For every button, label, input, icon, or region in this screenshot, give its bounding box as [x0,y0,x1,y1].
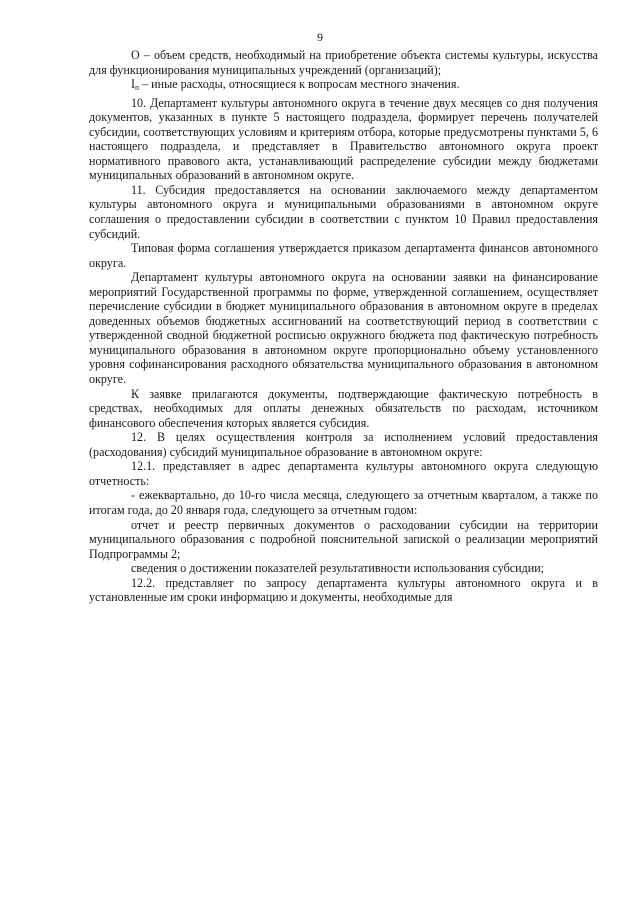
paragraph-item-11: 11. Субсидия предоставляется на основании заключаемого между департаментом культуры автономного округа и муниципальными образованиями в автономном округе соглашения о предоставлении субсидии в соответствии с пунктом 10 Правил предоставления субсидий. [89,182,598,241]
document-body [89,48,598,605]
paragraph-quarterly: - ежеквартально, до 10-го числа месяца, следующего за отчетным кварталом, а также по итогам года, до 20 января года, следующего за отчетным годом: [89,488,598,517]
paragraph-i-definition [89,77,598,96]
paragraph-item-12-1: 12.1. представляет в адрес департамента культуры автономного округа следующую отчетность: [89,459,598,488]
symbol-i-subscript: n [135,83,140,93]
paragraph-report-registry: отчет и реестр первичных документов о расходовании субсидии на территории муниципального образования с подробной пояснительной запиской о реализации мероприятий Подпрограммы 2; [89,517,598,561]
paragraph-item-12: 12. В целях осуществления контроля за исполнением условий предоставления (расходования) субсидий муниципальное образование в автономном округе: [89,430,598,459]
paragraph-transfer: Департамент культуры автономного округа на основании заявки на финансирование мероприятий Государственной программы по форме, утвержденной соглашением, осуществляет перечисление субсидии в бюджет муниципального образования в автономном округе в пределах доведенных объемов бюджетных ассигнований на соответствующий период в соответствии с утвержденной сводной бюджетной росписью окружного бюджета под фактическую потребность муниципального образования в автономном округе пропорционально объему установленного уровня софинансирования расходного обязательства муниципального образования в автономном округе. [89,270,598,387]
paragraph-o-definition: O – объем средств, необходимый на приобретение объекта системы культуры, искусства для функционирования муниципальных учреждений (организаций); [89,48,598,77]
paragraph-indicators: сведения о достижении показателей результативности использования субсидии; [131,561,545,576]
symbol-i-letter: I [131,77,136,92]
paragraph-standard-form: Типовая форма соглашения утверждается приказом департамента финансов автономного округа. [89,241,598,270]
page-number: 9 [317,30,323,44]
paragraph-item-10: 10. Департамент культуры автономного округа в течение двух месяцев со дня получения документов, указанных в пункте 5 настоящего подраздела, формирует перечень получателей субсидии, соответствующих условиям и критериям отбора, которые предусмотрены пунктами 5, 6 настоящего подраздела, и представляет в Правительство автономного округа проект нормативного правового акта, устанавливающий распределение субсидии между бюджетами муниципальных образований в автономном округе. [89,95,598,183]
paragraph-item-12-2: 12.2. представляет по запросу департамента культуры автономного округа и в установленные им сроки информацию и документы, необходимые для [89,575,598,605]
paragraph-attachments: К заявке прилагаются документы, подтверждающие фактическую потребность в средствах, необходимых для оплаты денежных обязательств по расходам, источником финансового обеспечения которых является субсидия. [89,386,598,430]
paragraph-i-text: – иные расходы, относящиеся к вопросам местного значения. [142,77,460,92]
